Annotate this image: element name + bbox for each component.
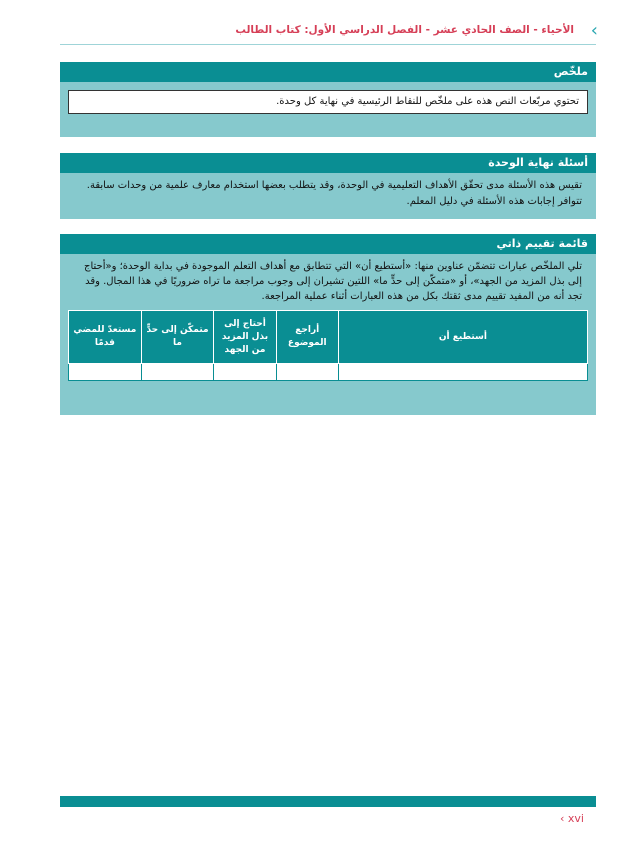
table-cell[interactable]: [214, 364, 276, 381]
column-header: أحتاج إلى بذل المزيد من الجهد: [214, 311, 276, 364]
summary-section: [60, 62, 596, 137]
summary-text: تحتوي مربّعات النص هذه على ملخّص للنقاط الرئيسية في نهاية كل وحدة.: [68, 90, 588, 114]
table-cell[interactable]: [338, 364, 587, 381]
column-header: مستعدّ للمضي قدمًا: [69, 311, 142, 364]
page-number: [560, 812, 584, 825]
table-cell[interactable]: [276, 364, 338, 381]
summary-body: [60, 82, 596, 137]
chevron-left-icon: ‹: [560, 812, 565, 825]
end-questions-text: تقيس هذه الأسئلة مدى تحقّق الأهداف التعليمية في الوحدة، وقد يتطلب بعضها استخدام معارف علمية من وحدات سابقة. تتوافر إجابات هذه الأسئلة في دليل المعلم.: [60, 173, 596, 219]
table-cell[interactable]: [141, 364, 214, 381]
footer-bar: [60, 796, 596, 807]
self-assessment-heading: قائمة تقييم ذاتي: [60, 234, 596, 254]
self-assessment-body: [60, 254, 596, 415]
page-number-text: xvi: [567, 812, 584, 825]
book-title: الأحياء - الصف الحادي عشر - الفصل الدراسي الأول: كتاب الطالب: [235, 24, 574, 36]
column-header: أستطيع أن: [338, 311, 587, 364]
self-assessment-table: [68, 310, 588, 381]
table-header-row: [69, 311, 588, 364]
table-row: [69, 364, 588, 381]
end-questions-section: [60, 153, 596, 219]
self-assessment-section: [60, 234, 596, 415]
end-questions-heading: أسئلة نهاية الوحدة: [60, 153, 596, 173]
column-header: متمكّن إلى حدٍّ ما: [141, 311, 214, 364]
table-cell[interactable]: [69, 364, 142, 381]
summary-heading: ملخّص: [60, 62, 596, 82]
self-assessment-text: تلي الملخّص عبارات تتضمّن عناوين منها: «أستطيع أن» التي تتطابق مع أهداف التعلم الموجودة في بداية الوحدة؛ و«أحتاج إلى بذل المزيد من الجهد»، أو «متمكّن إلى حدٍّ ما» اللتين تشيران إلى وجوب مراجعة ما تراه ضروريًا في هذا المجال. وقد تجد أنه من المفيد تقييم مدى ثقتك بكل من هذه العبارات أثناء عملية المراجعة.: [84, 261, 582, 302]
page-header: [60, 20, 596, 45]
column-header: أراجع الموضوع: [276, 311, 338, 364]
chevron-right-icon: ›: [590, 20, 598, 41]
